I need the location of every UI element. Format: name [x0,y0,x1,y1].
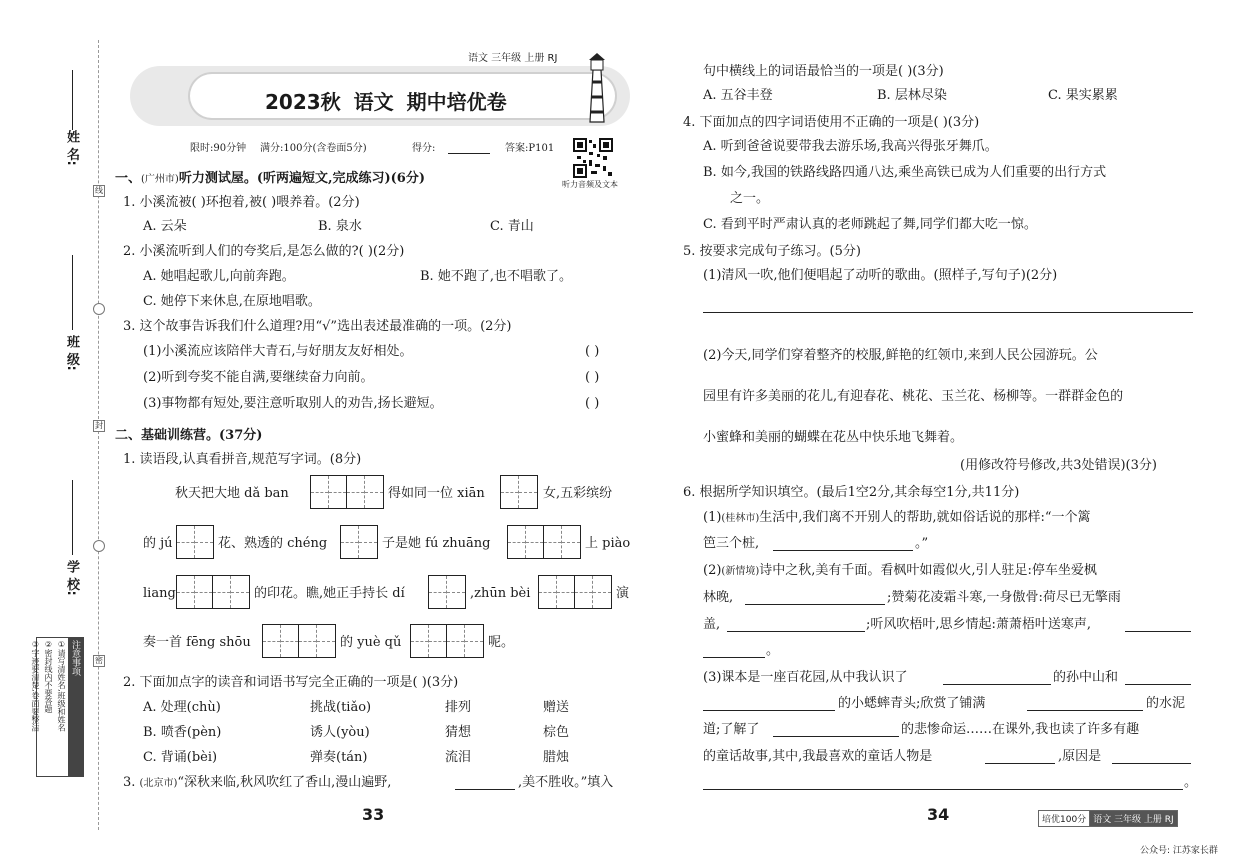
meta-got-label: 得分: [412,143,436,154]
q1-option-c[interactable]: C. 青山 [490,219,534,234]
b2-word: 诱人(yòu) [310,725,370,740]
writing-grid[interactable] [176,575,250,609]
answer-line[interactable] [703,312,1193,313]
b2-option-b[interactable]: B. 喷香(pèn) [143,725,222,740]
q-text: 。 [766,643,780,658]
passage-text: 得如同一位 xiān [388,486,485,501]
page-number-right: 34 [927,805,950,824]
passage-text: 上 piào [585,536,631,551]
passage-text: liang [143,586,176,601]
b2-word: 流泪 [445,750,472,765]
q6-part-2: (2)(新情境)诗中之秋,美有千面。看枫叶如霞似火,引人驻足:停车坐爱枫 [703,563,1097,578]
title-main: 期中培优卷 [406,90,507,114]
region-tag: (广州市) [141,174,179,185]
writing-grid[interactable] [538,575,612,609]
fill-blank[interactable] [773,550,913,551]
question-3: 3. 这个故事告诉我们什么道理?用“√”选出表述最准确的一项。(2分) [123,319,512,334]
lighthouse-icon [580,52,614,124]
binding-hole [93,303,105,315]
writing-grid[interactable] [410,624,484,658]
q3-answer-paren[interactable]: ( ) [585,370,600,385]
question-2: 2. 小溪流听到人们的夸奖后,是怎么做的?( )(2分) [123,244,405,259]
school-field[interactable] [72,480,73,555]
q1-option-a[interactable]: A. 云朵 [143,219,187,234]
q-text: 。 [1184,775,1198,790]
meta-score: 满分:100分(含卷面5分) [260,143,367,154]
q2-option-b[interactable]: B. 她不跑了,也不唱歌了。 [420,269,572,284]
q-text: ;听风吹梧叶,思乡情起:萧萧梧叶送寒声, [866,617,1092,632]
q4-option-c[interactable]: C. 看到平时严肃认真的老师跳起了舞,同学们都大吃一惊。 [703,217,1037,232]
section-1-title: 听力测试屋。(听两遍短文,完成练习)(6分) [178,171,426,186]
b2-word: 赠送 [543,700,570,715]
q3-answer-paren[interactable]: ( ) [585,396,600,411]
passage-text: 花、熟透的 chéng [218,536,328,551]
q4-option-a[interactable]: A. 听到爸爸说要带我去游乐场,我高兴得张牙舞爪。 [703,139,998,154]
fill-blank[interactable] [1112,763,1191,764]
class-field[interactable] [72,255,73,330]
fill-blank[interactable] [727,631,865,632]
writing-grid[interactable] [340,525,378,559]
passage-text: 子是她 fú zhuāng [382,536,491,551]
q2-option-a[interactable]: A. 她唱起歌儿,向前奔跑。 [143,269,295,284]
q-text: 笆三个桩, [703,536,760,551]
writing-grid[interactable] [500,475,538,509]
q4-option-b-cont: 之一。 [730,191,770,206]
passage-text: 演 [616,586,630,601]
b2-word: 排列 [445,700,472,715]
page-number-left: 33 [362,805,385,824]
writing-grid[interactable] [176,525,214,559]
passage-text: 秋天把大地 dǎ ban [175,486,289,501]
section-1-heading [115,170,425,189]
name-label: 姓 名: [64,130,79,166]
b2-word: 猜想 [445,725,472,740]
binding-mark: 密 [95,656,103,665]
region-tag: (桂林市) [721,513,760,524]
fill-blank[interactable] [985,763,1055,764]
q-text: ,美不胜收。”填入 [518,775,614,790]
q2-option-c[interactable]: C. 她停下来休息,在原地唱歌。 [143,294,321,309]
q-text: 诗中之秋,美有千面。看枫叶如霞似火,引人驻足:停车坐爱枫 [759,563,1097,578]
b2-option-a[interactable]: A. 处理(chù) [143,700,221,715]
basic-question-1: 1. 读语段,认真看拼音,规范写字词。(8分) [123,452,362,467]
r0-option-a[interactable]: A. 五谷丰登 [703,88,773,103]
basic-question-3 [123,774,391,793]
q-number: 3. [123,775,140,790]
q-text: 道;了解了 [703,722,760,737]
writing-grid[interactable] [262,624,336,658]
meta-answer: 答案:P101 [505,143,555,154]
notice-item: ①请写清姓名,班级和姓名 [57,640,66,732]
binding-hole [93,540,105,552]
fill-blank[interactable] [703,710,835,711]
r0-option-c[interactable]: C. 果实累累 [1048,88,1118,103]
binding-mark: 线 [95,186,103,195]
q5-passage: 小蜜蜂和美丽的蝴蝶在花丛中快乐地飞舞着。 [703,430,964,445]
school-label: 学 校: [64,560,79,596]
q5-part-1: (1)清风一吹,他们便唱起了动听的歌曲。(照样子,写句子)(2分) [703,268,1058,283]
q-text: 生活中,我们离不开别人的帮助,就如俗话说的那样:“一个篱 [759,510,1091,525]
q3-answer-paren[interactable]: ( ) [585,344,600,359]
b2-word: 棕色 [543,725,570,740]
fill-blank[interactable] [703,789,1183,790]
meta-time: 限时:90分钟 [190,143,247,154]
r0-option-b[interactable]: B. 层林尽染 [877,88,947,103]
question-5: 5. 按要求完成句子练习。(5分) [683,244,861,259]
q-text: 的水泥 [1146,696,1186,711]
fill-blank[interactable] [1027,710,1143,711]
question-6: 6. 根据所学知识填空。(最后1空2分,其余每空1分,共11分) [683,485,1020,500]
q-text: ,原因是 [1058,749,1102,764]
q-text: 盖, [703,617,721,632]
q-text: 的悲惨命运……在课外,我也读了许多有趣 [901,722,1140,737]
notice-title: 注意事项 [68,638,83,776]
q-text: 的小蟋蟀青头;欣赏了铺满 [838,696,986,711]
b2-word: 腊烛 [543,750,570,765]
notice-box [31,637,84,777]
binding-mark: 封 [95,421,103,430]
q1-option-b[interactable]: B. 泉水 [318,219,362,234]
writing-grid[interactable] [310,475,384,509]
q-text: 的孙中山和 [1053,670,1119,685]
q-text: 林晚, [703,590,734,605]
fill-blank[interactable] [773,736,899,737]
q4-option-b[interactable]: B. 如今,我国的铁路线路四通八达,乘坐高铁已成为人们重要的出行方式 [703,165,1107,180]
fill-blank[interactable] [703,657,765,658]
passage-text: 的 yuè qǔ [340,635,402,650]
writing-grid[interactable] [428,575,466,609]
title-year: 2023秋 [265,90,341,114]
region-tag: (新情境) [721,566,760,577]
b2-word: 挑战(tiǎo) [310,700,372,715]
question-1: 1. 小溪流被( )环抱着,被( )喂养着。(2分) [123,195,360,210]
footer-badge: 培优100分 [1039,811,1090,826]
class-label: 班 级: [64,335,79,371]
q6-part-1: (1)(桂林市)生活中,我们离不开别人的帮助,就如俗话说的那样:“一个篱 [703,510,1091,525]
q3-item: (2)听到夸奖不能自满,要继续奋力向前。 [143,370,374,385]
question-4: 4. 下面加点的四字词语使用不正确的一项是( )(3分) [683,115,980,130]
passage-text: 女,五彩缤纷 [543,486,613,501]
binding-line [98,40,99,830]
fill-blank[interactable] [455,789,515,790]
basic-question-2: 2. 下面加点字的读音和词语书写完全正确的一项是( )(3分) [123,675,459,690]
passage-text: 的印花。瞧,她正手持长 dí [254,586,405,601]
fill-blank[interactable] [943,684,1051,685]
q6-part-3: (3)课本是一座百花园,从中我认识了 [703,670,908,685]
q-text: ;赞菊花凌霜斗寒,一身傲骨:荷尽已无擎雨 [887,590,1121,605]
footer-subject: 语文 三年级 上册 RJ [1090,811,1177,826]
passage-text: 呢。 [488,635,515,650]
name-field[interactable] [72,70,73,130]
q3-item: (3)事物都有短处,要注意听取别人的劝告,扬长避短。 [143,396,443,411]
q3-item: (1)小溪流应该陪伴大青石,与好朋友友好相处。 [143,344,413,359]
q-text: 的童话故事,其中,我最喜欢的童话人物是 [703,749,933,764]
notice-item: ③字迹要清楚,卷面要整洁 [31,640,40,732]
title-subject: 语文 [353,90,394,114]
header-subject-tag: 语文 三年级 上册 RJ [468,53,558,64]
q-text: 。” [915,536,929,551]
page-title [265,86,507,115]
q5-passage: (2)今天,同学们穿着整齐的校服,鲜艳的红领巾,来到人民公园游玩。公 [703,348,1098,363]
q5-instruction: (用修改符号修改,共3处错误)(3分) [960,458,1157,473]
passage-text: 的 jú [143,536,173,551]
footer-tag [1038,810,1178,827]
notice-item: ②密封线内不要答题 [44,640,53,713]
fill-blank[interactable] [1125,684,1191,685]
score-field[interactable] [448,153,490,154]
b2-option-c[interactable]: C. 背诵(bèi) [143,750,218,765]
question-3-cont: 句中横线上的词语最恰当的一项是( )(3分) [703,64,944,79]
footer-wechat: 公众号: 江苏家长群 [1140,846,1218,856]
writing-grid[interactable] [507,525,581,559]
passage-text: 奏一首 fēng shōu [143,635,251,650]
section-1-number: 一、 [115,171,142,186]
fill-blank[interactable] [745,604,885,605]
section-2-heading: 二、基础训练营。(37分) [115,428,263,443]
qr-caption: 听力音频及文本 [562,180,618,189]
q5-passage: 园里有许多美丽的花儿,有迎春花、桃花、玉兰花、杨柳等。一群群金色的 [703,389,1124,404]
q-text: “深秋来临,秋风吹红了香山,漫山遍野, [177,775,392,790]
qr-code-icon [573,138,613,178]
fill-blank[interactable] [1125,631,1191,632]
region-tag: (北京市) [139,778,178,789]
passage-text: ,zhūn bèi [470,586,531,601]
b2-word: 弹奏(tán) [310,750,368,765]
